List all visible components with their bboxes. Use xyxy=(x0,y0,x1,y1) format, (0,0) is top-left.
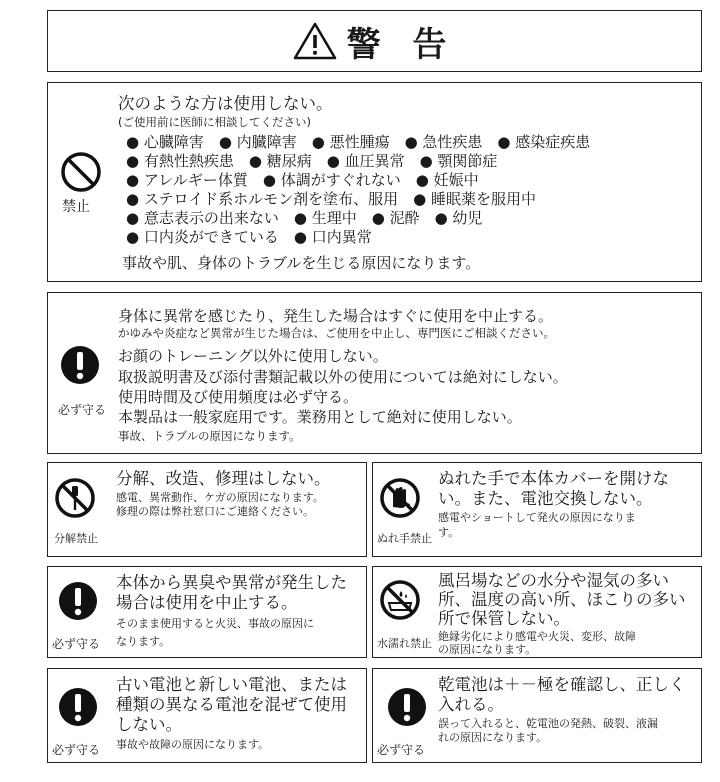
no-disassembly-icon xyxy=(54,477,96,519)
mandatory-line-3: 取扱説明書及び添付書類記載以外の使用については絶対にしない。 xyxy=(118,368,568,386)
warning-wet-hands xyxy=(372,462,702,557)
water-heading-3: 所で保管しない。 xyxy=(438,609,570,628)
battery-mix-sub-1: 事故や故障の原因になります。 xyxy=(116,738,270,751)
prohibited-section xyxy=(47,82,702,282)
wet-hands-heading-2: い。また、電池交換しない。 xyxy=(438,489,653,508)
warning-triangle-icon xyxy=(293,22,337,60)
prohibited-heading: 次のような方は使用しない。 xyxy=(118,94,333,113)
prohibited-line-6: ● 口内炎ができている ● 口内異常 xyxy=(126,228,372,246)
prohibited-subheading: (ご使用前に医師に相談してください) xyxy=(118,115,311,129)
prohibited-footer: 事故や肌、身体のトラブルを生じる原因になります。 xyxy=(122,254,481,272)
exclamation-icon xyxy=(387,687,427,727)
mandatory-line-4: 使用時間及び使用頻度は必ず守る。 xyxy=(118,388,359,406)
water-heading-2: 所、温度の高い所、ほこりの多い xyxy=(438,590,686,609)
odor-sub-1: そのまま使用すると火災、事故の原因に xyxy=(116,617,314,630)
no-water-icon xyxy=(379,579,421,621)
battery-mix-heading-3: しない。 xyxy=(116,715,182,734)
warning-odor xyxy=(47,566,367,658)
mandatory-line-1-sub: かゆみや炎症など異常が生じた場合は、ご使用を中止し、専門医にご相談ください。 xyxy=(118,326,555,340)
battery-polarity-sub-1: 誤って入れると、乾電池の発熱、破裂、液漏 xyxy=(438,717,658,730)
wet-hands-icon-label: ぬれ手禁止 xyxy=(377,532,432,545)
wet-hands-heading-1: ぬれた手で本体カバーを開けな xyxy=(438,469,669,488)
warning-battery-mix xyxy=(47,668,367,763)
battery-polarity-heading-1: 乾電池は＋－極を確認し、正しく xyxy=(438,675,686,694)
battery-polarity-icon-label: 必ず守る xyxy=(377,743,426,757)
wet-hands-sub-1: 感電やショートして発火の原因になりま xyxy=(438,511,636,524)
disassembly-heading: 分解、改造、修理はしない。 xyxy=(116,469,331,488)
prohibition-icon xyxy=(60,151,102,193)
battery-polarity-sub-2: れの原因になります。 xyxy=(438,731,548,744)
no-wet-hands-icon xyxy=(379,477,421,519)
disassembly-sub-1: 感電、異常動作、ケガの原因になります。 xyxy=(116,491,324,504)
odor-heading-1: 本体から異臭や異常が発生した xyxy=(116,573,347,592)
water-icon-label: 水濡れ禁止 xyxy=(377,637,432,650)
mandatory-line-2: お顔のトレーニング以外に使用しない。 xyxy=(118,347,388,365)
prohibited-line-5: ● 意志表示の出来ない ● 生理中 ● 泥酔 ● 幼児 xyxy=(126,209,483,227)
water-sub-1: 絶縁劣化により感電や火災、変形、故障 xyxy=(438,630,636,643)
mandatory-icon-label: 必ず守る xyxy=(58,403,107,417)
mandatory-line-5: 本製品は一般家庭用です。業務用として絶対に使用しない。 xyxy=(118,408,522,426)
exclamation-icon xyxy=(58,581,98,621)
battery-polarity-heading-2: 入れる。 xyxy=(438,695,504,714)
prohibited-line-4: ● ステロイド系ホルモン剤を塗布、服用 ● 睡眠薬を服用中 xyxy=(126,190,536,208)
battery-mix-icon-label: 必ず守る xyxy=(52,743,101,757)
exclamation-icon xyxy=(60,345,100,385)
mandatory-section xyxy=(47,292,702,454)
odor-heading-2: 場合は使用を中止する。 xyxy=(116,593,298,612)
odor-icon-label: 必ず守る xyxy=(52,637,101,651)
water-sub-2: の原因になります。 xyxy=(438,643,537,656)
disassembly-icon-label: 分解禁止 xyxy=(54,532,98,545)
prohibited-line-2: ● 有熱性熱疾患 ● 糖尿病 ● 血圧異常 ● 顎関節症 xyxy=(126,152,498,170)
prohibited-line-3: ● アレルギー体質 ● 体調がすぐれない ● 妊娠中 xyxy=(126,171,479,189)
wet-hands-sub-2: す。 xyxy=(438,526,460,539)
warning-disassembly xyxy=(47,462,367,557)
warning-battery-polarity xyxy=(372,668,702,763)
odor-sub-2: なります。 xyxy=(116,635,171,648)
exclamation-icon xyxy=(58,687,98,727)
warning-water xyxy=(372,566,702,658)
warning-title-box xyxy=(47,10,702,72)
water-heading-1: 風呂場などの水分や湿気の多い xyxy=(438,571,669,590)
page-title: 警 告 xyxy=(346,24,457,65)
prohibited-line-1: ● 心臓障害 ● 内臓障害 ● 悪性腫瘍 ● 急性疾患 ● 感染症疾患 xyxy=(126,133,591,151)
disassembly-sub-2: 修理の際は弊社窓口にご連絡ください。 xyxy=(116,505,314,518)
mandatory-footer: 事故、トラブルの原因になります。 xyxy=(118,429,301,443)
battery-mix-heading-2: 種類の異なる電池を混ぜて使用 xyxy=(116,695,347,714)
battery-mix-heading-1: 古い電池と新しい電池、または xyxy=(116,675,347,694)
prohibition-icon-label: 禁止 xyxy=(62,199,90,215)
mandatory-line-1: 身体に異常を感じたり、発生した場合はすぐに使用を中止する。 xyxy=(118,307,554,325)
